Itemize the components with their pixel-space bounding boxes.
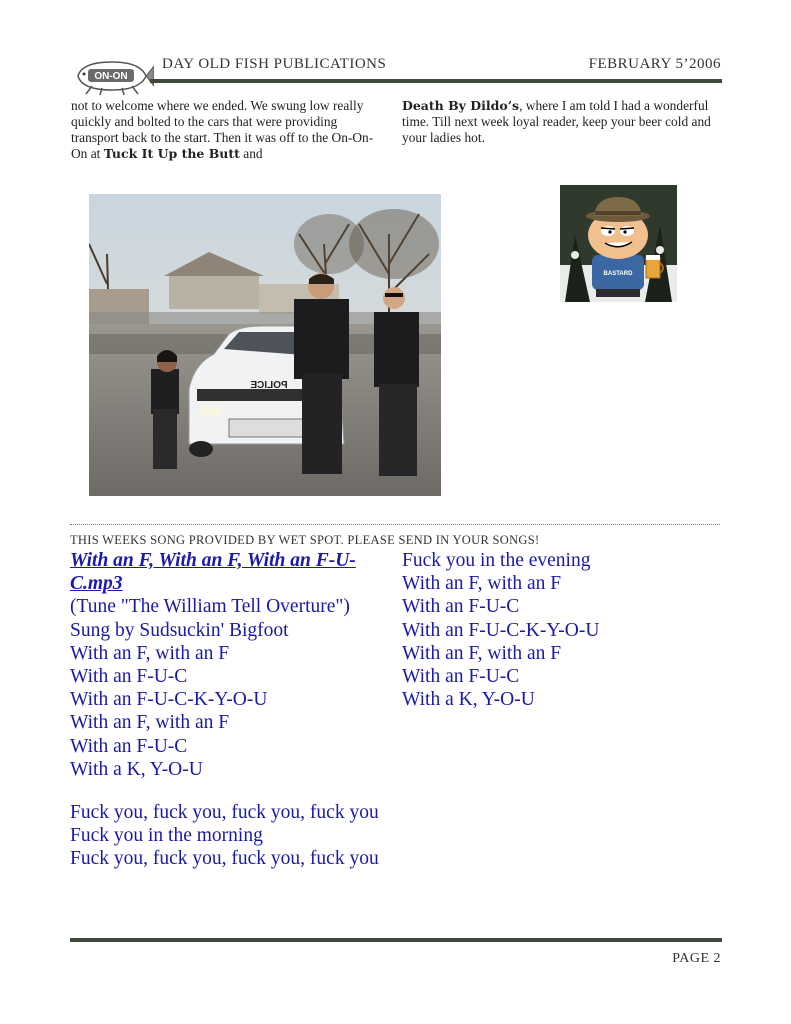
publication-name: DAY OLD FISH PUBLICATIONS [162, 56, 387, 72]
lyric-line: Fuck you in the evening [402, 550, 591, 571]
lyric-line: With an F, with an F [70, 712, 230, 734]
lyric-line: Fuck you in the morning [70, 825, 263, 847]
footer-rule [70, 938, 722, 942]
section-divider [70, 524, 720, 525]
lyric-line: With an F-U-C [70, 735, 188, 757]
lyrics-column-left [70, 549, 390, 871]
cartoon-avatar [560, 185, 677, 302]
lyric-line: With an F-U-C [70, 666, 188, 688]
lyric-line: With a K, Y-O-U [402, 689, 535, 711]
lyric-line: With an F-U-C [402, 666, 520, 688]
svg-text:POLICE: POLICE [250, 380, 288, 391]
lyric-line: With an F-U-C [402, 596, 520, 618]
lyric-line: With an F, with an F [402, 573, 562, 595]
svg-text:ON-ON: ON-ON [94, 71, 128, 82]
article-text: , where I am told I had a wonderful time. Till next week loyal reader, keep your beer cold and your ladies hot. [402, 98, 711, 145]
article-bold-name: Tuck It Up the Butt [103, 146, 240, 161]
svg-text:BASTARD: BASTARD [603, 271, 633, 277]
lyric-line: Sung by Sudsuckin' Bigfoot [70, 619, 289, 641]
lyric-line: With an F-U-C-K-Y-O-U [70, 689, 268, 711]
article-column-right [402, 98, 712, 146]
article-bold-name: Death By Dildo’s [402, 98, 520, 113]
song-credit: THIS WEEKS SONG PROVIDED BY WET SPOT. PLEASE SEND IN YOUR SONGS! [70, 533, 540, 547]
lyrics-column-right [402, 549, 722, 711]
police-photo [89, 194, 441, 496]
lyric-line: Fuck you, fuck you, fuck you, fuck you [70, 802, 379, 824]
lyric-line: With an F, with an F [70, 642, 230, 664]
lyric-line: (Tune "The William Tell Overture") [70, 596, 350, 618]
lyrics-verse-1 [70, 595, 390, 781]
verse-gap [70, 781, 390, 801]
article-column-left [71, 98, 381, 162]
header-rule [150, 79, 722, 83]
lyric-line: With a K, Y-O-U [70, 758, 203, 780]
article-text: not to welcome where we ended. We swung low really quickly and bolted to the cars that were providing transport back to the start. Then it was off to the On-On-On at [71, 98, 374, 161]
song-title-link[interactable]: With an F, With an F, With an F-U-C.mp3 [70, 550, 356, 595]
on-on-fish-logo [72, 56, 154, 96]
lyric-line: Fuck you, fuck you, fuck you, fuck you [70, 848, 379, 870]
lyrics-verse-2 [70, 801, 390, 871]
lyric-line: With an F, with an F [402, 642, 562, 664]
publication-date: FEBRUARY 5’2006 [588, 56, 721, 72]
lyric-line: With an F-U-C-K-Y-O-U [402, 619, 600, 641]
lyrics-verse-3 [402, 549, 722, 711]
article-text: and [239, 146, 263, 161]
page-number: PAGE 2 [672, 951, 721, 966]
